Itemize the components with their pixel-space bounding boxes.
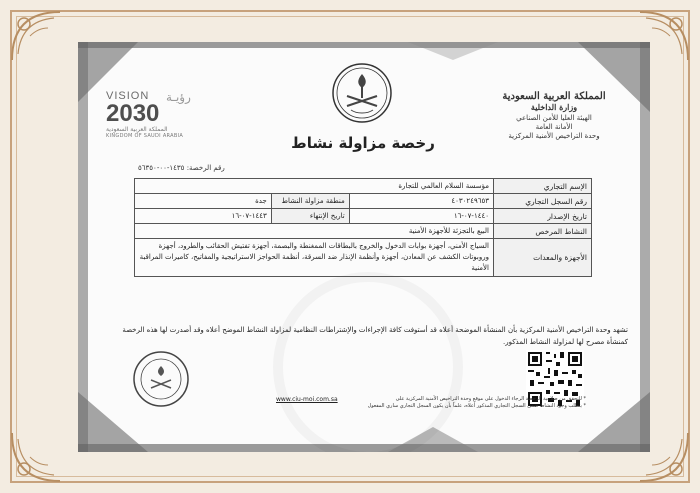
equipment-label: الأجهزة والمعدات bbox=[494, 239, 592, 277]
vision-kingdom-en: KINGDOM OF SAUDI ARABIA bbox=[106, 133, 184, 139]
page-title: رخصة مزاولة نشاط bbox=[291, 134, 435, 152]
ornament-corner-icon bbox=[8, 8, 64, 64]
table-row bbox=[135, 224, 592, 239]
issue-date-label: تاريخ الإصدار bbox=[494, 209, 592, 224]
cr-label: رقم السجل التجاري bbox=[494, 194, 592, 209]
vision-year: 2030 bbox=[106, 100, 160, 127]
activity-value: البيع بالتجزئة للأجهزة الأمنية bbox=[135, 224, 494, 239]
authority-name: الهيئة العليا للأمن الصناعي bbox=[516, 114, 592, 122]
table-row bbox=[135, 194, 592, 209]
footer-note-1: * للتحقق من صلاحية الرخصة الرجاء الدخول على موقع وحدة التراخيص الأمنية المركزية على bbox=[395, 396, 586, 402]
license-number-value: ١٤٣٥-٠٠-٥٦٣٥٠ bbox=[138, 164, 185, 172]
ministry-name: وزارة الداخلية bbox=[530, 102, 578, 112]
license-number bbox=[138, 164, 225, 172]
region-label: منطقة مزاولة النشاط bbox=[271, 194, 349, 209]
equipment-value: السياج الأمني، أجهزة بوابات الدخول والخروج بالبطاقات الممغنطة والبصمة، أجهزة تفتيش الحقائب والطرود، أجهزة وروبوتات الكشف عن المعادن، أجهزة وأنظمة الإنذار ضد السرقة، أنظمة الحواجز الاستراتيجية والمفاتيح، كاميرات المراقبة الأمنية bbox=[135, 239, 494, 277]
expiry-date-value: ١٤٤٣-٠٧-١٦ bbox=[135, 209, 272, 224]
cr-value: ٤٠٣٠٢٤٩٦٥٣ bbox=[349, 194, 493, 209]
license-number-label: رقم الرخصة: bbox=[186, 164, 225, 172]
watermark-emblem bbox=[273, 272, 463, 452]
issue-date-value: ١٤٤٠-٠٧-١٦ bbox=[349, 209, 493, 224]
table-row bbox=[135, 179, 592, 194]
table-row bbox=[135, 239, 592, 277]
region-value: جدة bbox=[135, 194, 272, 209]
kingdom-name: المملكة العربية السعودية bbox=[502, 91, 606, 102]
secretariat-name: الأمانة العامة bbox=[535, 123, 573, 131]
official-seal-icon bbox=[132, 350, 190, 408]
license-details-table bbox=[134, 178, 592, 277]
vision-label: VISION bbox=[106, 90, 150, 102]
table-row bbox=[135, 209, 592, 224]
vision-kingdom-ar: المملكة العربية السعودية bbox=[106, 126, 168, 133]
ministry-header bbox=[484, 90, 624, 141]
verification-link[interactable]: www.ciu-moi.com.sa bbox=[276, 396, 338, 403]
ornament-corner-icon bbox=[8, 429, 64, 485]
unit-name: وحدة التراخيص الأمنية المركزية bbox=[508, 132, 600, 140]
vision-arabic: رؤيـة bbox=[166, 90, 191, 104]
expiry-date-label: تاريخ الإنتهاء bbox=[271, 209, 349, 224]
activity-label: النشاط المرخص bbox=[494, 224, 592, 239]
certification-text: تشهد وحدة التراخيص الأمنية المركزية بأن المنشأة الموضحة أعلاه قد أستوفت كافة الإجراءات والإشتراطات النظامية لمزاولة النشاط الموضح أعلاه وقد أصدرت لها هذه الرخصة كمنشأة مصرح لها لمزاولة النشاط المذكور. bbox=[122, 326, 628, 346]
vision-2030-logo bbox=[106, 90, 226, 139]
license-document bbox=[78, 42, 650, 452]
trade-name-label: الإسم التجاري bbox=[494, 179, 592, 194]
footer-note-2: * يتطلب وجود النشاط ضمن السجل التجاري المذكور أعلاه، علماً بأن يكون السجل التجاري ساري المفعول bbox=[367, 403, 586, 409]
trade-name-value: مؤسسة السلام العالمي للتجارة bbox=[135, 179, 494, 194]
saudi-emblem-icon bbox=[331, 62, 393, 124]
